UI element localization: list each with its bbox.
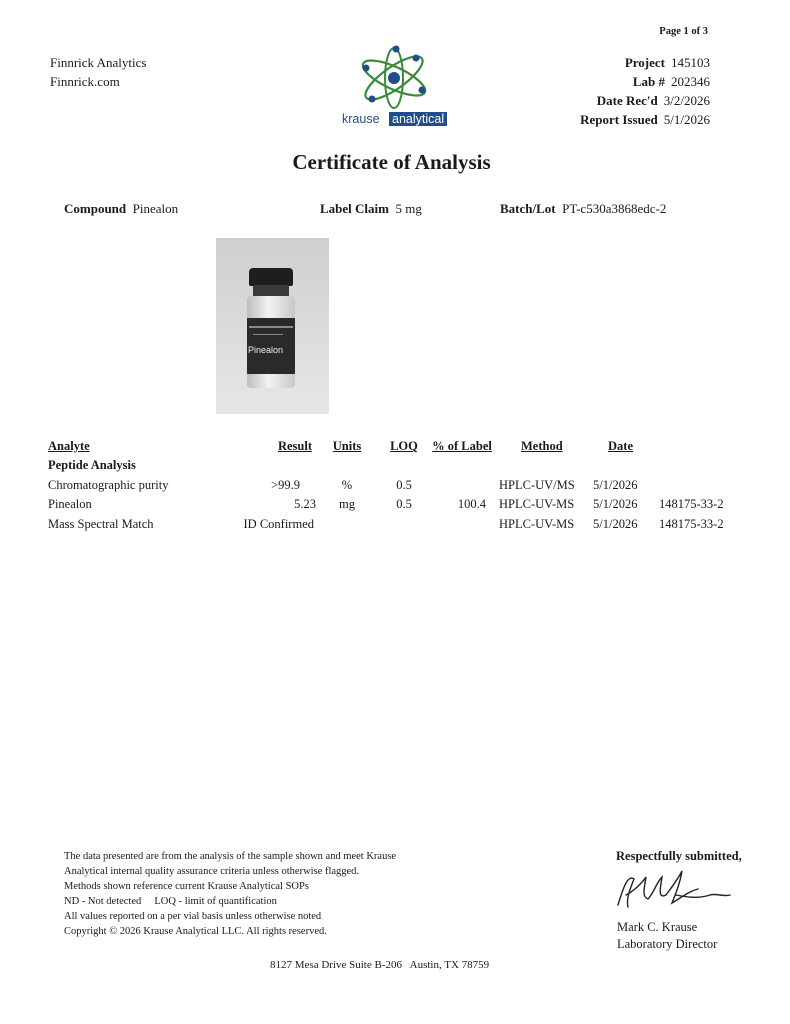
report-issued-row bbox=[580, 112, 710, 128]
table-cell-analyte: Mass Spectral Match bbox=[48, 517, 154, 531]
header-loq: LOQ bbox=[390, 439, 418, 453]
report-issued-label: Report Issued bbox=[580, 112, 658, 127]
batch-lot-label: Batch/Lot bbox=[500, 201, 556, 216]
label-claim-value: 5 mg bbox=[395, 201, 422, 216]
table-cell-cas: 148175-33-2 bbox=[659, 497, 724, 511]
table-cell-date: 5/1/2026 bbox=[593, 478, 638, 492]
table-cell-method: HPLC-UV-MS bbox=[499, 497, 575, 511]
table-cell-loq: 0.5 bbox=[396, 497, 412, 511]
table-cell-percent-of-label: 100.4 bbox=[457, 497, 486, 511]
signer-title: Laboratory Director bbox=[617, 937, 718, 951]
header-percent-of-label: % of Label bbox=[432, 439, 492, 453]
report-issued-value: 5/1/2026 bbox=[663, 112, 710, 127]
header-method: Method bbox=[521, 439, 563, 453]
page-number: Page 1 of 3 bbox=[659, 26, 708, 37]
batch-lot-field bbox=[500, 201, 666, 217]
lab-number-label: Lab # bbox=[632, 74, 665, 89]
respectfully-submitted: Respectfully submitted, bbox=[616, 849, 742, 863]
lab-address: 8127 Mesa Drive Suite B-206 Austin, TX 78759 bbox=[270, 959, 490, 971]
vial-label-text: Pinealon bbox=[248, 345, 284, 355]
lab-name: Finnrick Analytics bbox=[50, 55, 147, 70]
table-cell-date: 5/1/2026 bbox=[593, 497, 638, 511]
project-label: Project bbox=[624, 55, 665, 70]
footer-note: The data presented are from the analysis of the sample shown and meet Krause bbox=[64, 851, 397, 862]
table-cell-analyte: Chromatographic purity bbox=[48, 478, 169, 492]
compound-label: Compound bbox=[64, 201, 127, 216]
handwritten-signature bbox=[612, 865, 732, 915]
lab-number-row bbox=[633, 74, 710, 90]
header-result: Result bbox=[277, 439, 312, 453]
header-date: Date bbox=[608, 439, 633, 453]
batch-lot-value: PT-c530a3868edc-2 bbox=[562, 201, 667, 216]
header-analyte: Analyte bbox=[48, 439, 90, 453]
table-cell-units: % bbox=[341, 478, 353, 492]
date-received-row bbox=[597, 93, 710, 109]
copyright-notice: Copyright © 2026 Krause Analytical LLC. All rights reserved. bbox=[64, 926, 327, 937]
footer-notes bbox=[64, 849, 396, 939]
date-received-label: Date Rec'd bbox=[596, 93, 658, 108]
logo-word-krause: krause bbox=[342, 112, 380, 126]
lab-number-value: 202346 bbox=[671, 74, 710, 89]
sample-vial-photo bbox=[216, 238, 329, 414]
footer-note: Methods shown reference current Krause Analytical SOPs bbox=[64, 881, 309, 892]
footer-note: All values reported on a per vial basis unless otherwise noted bbox=[64, 911, 322, 922]
page-title: Certificate of Analysis bbox=[292, 150, 491, 174]
vial-label-stripe bbox=[253, 334, 283, 335]
table-cell-method: HPLC-UV/MS bbox=[499, 478, 575, 492]
vial-cap bbox=[249, 268, 293, 286]
footer-note: ND - Not detected LOQ - limit of quantification bbox=[64, 896, 277, 907]
footer-note: Analytical internal quality assurance criteria unless otherwise flagged. bbox=[64, 866, 360, 877]
table-cell-method: HPLC-UV-MS bbox=[499, 517, 575, 531]
date-received-value: 3/2/2026 bbox=[663, 93, 710, 108]
lab-website: Finnrick.com bbox=[50, 74, 120, 89]
label-claim-field bbox=[320, 201, 422, 217]
vial-label-stripe bbox=[249, 326, 293, 328]
table-cell-analyte: Pinealon bbox=[48, 497, 92, 511]
project-value: 145103 bbox=[671, 55, 710, 70]
table-cell-date: 5/1/2026 bbox=[593, 517, 638, 531]
atom-logo-icon bbox=[356, 44, 432, 112]
table-cell-result: >99.9 bbox=[271, 478, 300, 492]
project-row bbox=[625, 55, 710, 71]
table-cell-loq: 0.5 bbox=[396, 478, 412, 492]
table-cell-cas: 148175-33-2 bbox=[659, 517, 724, 531]
header-units: Units bbox=[332, 439, 362, 453]
compound-field bbox=[64, 201, 178, 217]
label-claim-label: Label Claim bbox=[320, 201, 389, 216]
table-cell-units: mg bbox=[339, 497, 355, 511]
compound-value: Pinealon bbox=[132, 201, 179, 216]
logo-word-analytical: analytical bbox=[389, 112, 447, 126]
table-cell-result: ID Confirmed bbox=[243, 517, 314, 531]
section-peptide-analysis: Peptide Analysis bbox=[48, 458, 136, 472]
table-cell-result: 5.23 bbox=[294, 497, 316, 511]
signer-name: Mark C. Krause bbox=[617, 920, 698, 934]
